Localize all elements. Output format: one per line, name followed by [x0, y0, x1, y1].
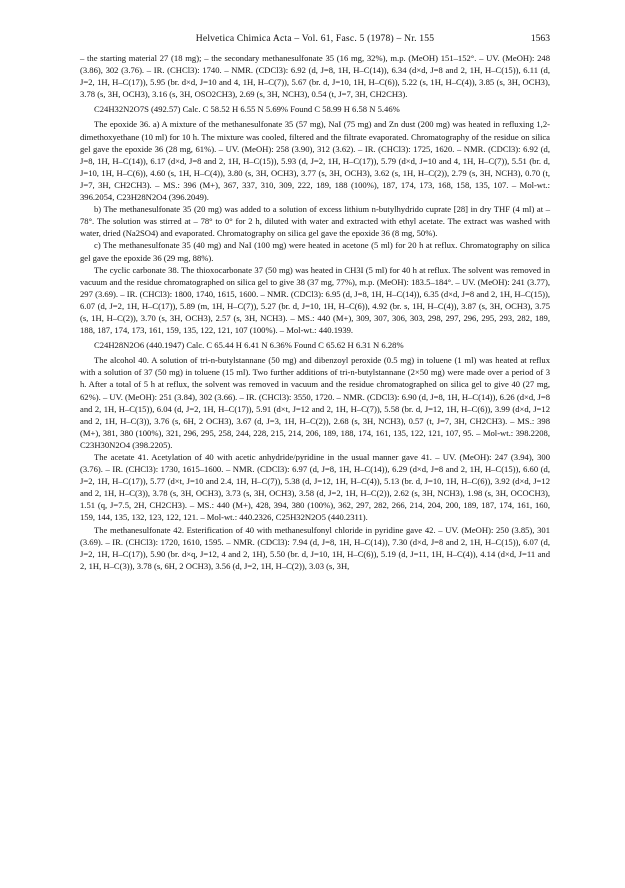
paragraph-epoxide-36-c: c) The methanesulfonate 35 (40 mg) and NaI (100 mg) were heated in acetone (5 ml) for 20 h at reflux. Chromatography on silica gel gave the epoxide 36 (29 mg, 88%).: [80, 240, 550, 263]
paragraph-epoxide-36-b: b) The methanesulfonate 35 (20 mg) was added to a solution of excess lithium n-butylhydrido cuprate [28] in dry THF (4 ml) at – 78°. The solution was stirred at – 78° to 0° for 2 h, diluted with water and extracted with ethyl acetate. The extract was washed with water, dried (Na2SO4) and evaporated. Chromatography on silica gel gave the epoxide 36 (8 mg, 50%).: [80, 204, 550, 239]
page-number: 1563: [530, 33, 550, 44]
paragraph-methanesulfonate-35: – the starting material 27 (18 mg); – the secondary methanesulfonate 35 (16 mg, 32%), m.p. (MeOH) 151–152°. – UV. (MeOH): 248 (3.86), 302 (3.76). – IR. (CHCl3): 1740. – NMR. (CDCl3): 6.92 (d, J=8, 1H, H–C(14)), 6.34 (d×d, J=8 and 2, 1H, H–C(15)), 6.11 (d, J=2, 1H, H–C(17)), 5.95 (br. d×d, J=10 and 4, 1H, H–C(7)), 5.67 (br. d, J=10, 1H, H–C(6)), 5.22 (s, 1H, H–C(4)), 3.85 (s, 3H, OCH3), 3.78 (s, 3H, OCH3), 3.16 (s, 3H, OSO2CH3), 2.69 (s, 3H, NCH3), 0.54 (t, J=7, 3H, CH2CH3).: [80, 53, 550, 100]
running-header: [80, 33, 550, 47]
article-body: [80, 52, 550, 572]
paragraph-methanesulfonate-42: The methanesulfonate 42. Esterification of 40 with methanesulfonyl chloride in pyridine gave 42. – UV. (MeOH): 250 (3.85), 301 (3.69). – IR. (CHCl3): 1720, 1610, 1595. – NMR. (CDCl3): 7.94 (d, J=8, 1H, H–C(14)), 7.30 (d×d, J=8 and 2, 1H, H–C(15)), 6.07 (d, J=2, 1H, H–C(17)), 5.90 (br. d×q, J=12, 4 and 2, 1H), 5.50 (br. d, J=10, 1H, H–C(6)), 5.19 (d, J=11, 1H, H–C(4)), 4.14 (d×d, J=11 and 2, 1H, H–C(3)), 3.78 (s, 6H, 2 OCH3), 3.56 (d, J=2, 1H, H–C(2)), 3.03 (s, 3H,: [80, 524, 550, 571]
journal-title: Helvetica Chimica Acta – Vol. 61, Fasc. 5 (1978) – Nr. 155: [195, 33, 435, 44]
paragraph-alcohol-40: The alcohol 40. A solution of tri-n-butylstannane (50 mg) and dibenzoyl peroxide (0.5 mg) in toluene (1 ml) was heated at reflux with a solution of 37 (50 mg) in toluene (15 ml). Two further additions of tri-n-butylstannane (2×50 mg) were made over a period of 3 h. After a total of 5 h at reflux, the solvent was removed in vacuum and the residue chromatographed on silica gel to give 40 (27 mg, 62%). – UV. (MeOH): 251 (3.84), 302 (3.66). – IR. (CHCl3): 3550, 1720. – NMR. (CDCl3): 6.90 (d, J=8, 1H, H–C(14)), 6.26 (d×d, J=8 and 2, 1H, H–C(15)), 6.04 (d, J=2, 1H, H–C(17)), 5.91 (d×t, J=12 and 2, 1H, H–C(7)), 5.58 (br. d, J=12, 1H, H–C(6)), 3.99 (d×d, J=12 and 2, 1H, H–C(3)), 3.76 (s, 6H, 2 OCH3), 3.67 (d, J=3, 1H, H–C(2)), 2.68 (s, 3H, NCH3), 0.57 (t, J=7, 3H, CH2CH3). – MS.: 398 (M+), 381, 380 (100%), 321, 296, 295, 258, 244, 228, 215, 214, 206, 189, 188, 174, 161, 135, 122, 121, 107, 95. – Mol-wt.: 398.2208, C23H30N2O4 (398.2205).: [80, 355, 550, 450]
paragraph-cyclic-carbonate-38: The cyclic carbonate 38. The thioxocarbonate 37 (50 mg) was heated in CH3I (5 ml) for 40 h at reflux. The solvent was removed in vacuum and the residue chromatographed on silica gel to give 38 (37 mg, 77%), m.p. (MeOH): 183.5–184°. – UV. (MeOH): 241 (3.77), 297 (3.69). – IR. (CHCl3): 1800, 1740, 1615, 1600. – NMR. (CDCl3): 6.95 (d, J=8, 1H, H–C(14)), 6.35 (d×d, J=8 and 2, 1H, H–C(15)), 6.07 (d, J=2, 1H, H–C(17)), 5.89 (m, 1H, H–C(7)), 5.27 (br. d, J=10, 1H, H–C(6)), 4.92 (br. s, 1H, H–C(4)), 3.87 (s, 3H, OCH3), 3.75 (s, 1H, H–C(2)), 3.70 (s, 3H, OCH3), 2.57 (s, 3H, NCH3). – MS.: 440 (M+), 309, 307, 306, 303, 298, 297, 296, 295, 293, 282, 189, 188, 187, 174, 173, 161, 159, 135, 122, 121, 107 (100%). – Mol-wt.: 440.1939.: [80, 264, 550, 336]
elemental-analysis-35: C24H32N2O7S (492.57) Calc. C 58.52 H 6.55 N 5.69% Found C 58.99 H 6.58 N 5.46%: [94, 104, 400, 115]
elemental-analysis-38: C24H28N2O6 (440.1947) Calc. C 65.44 H 6.41 N 6.36% Found C 65.62 H 6.31 N 6.28%: [94, 340, 404, 351]
paragraph-acetate-41: The acetate 41. Acetylation of 40 with acetic anhydride/pyridine in the usual manner gave 41. – UV. (MeOH): 247 (3.94), 300 (3.76). – IR. (CHCl3): 1730, 1615–1600. – NMR. (CDCl3): 6.97 (d, J=8, 1H, H–C(14)), 6.29 (d×d, J=8 and 2, 1H, H–C(15)), 6.60 (d, J=2, 1H, H–C(17)), 5.77 (d×t, J=10 and 2.4, 1H, H–C(7)), 5.38 (d, J=12, 1H, H–C(4)), 5.13 (br. d, J=10, 1H, H–C(6)), 3.92 (d×d, J=12 and 2, 1H, H–C(3)), 3.78 (s, 3H, OCH3), 3.73 (s, 3H, OCH3), 3.58 (d, J=2, 1H, H–C(2)), 2.62 (s, 3H, NCH3), 1.98 (s, 3H, OCOCH3), 1.51 (q, J=7.5, 2H, CH2CH3). – MS.: 440 (M+), 428, 394, 380 (100%), 362, 297, 282, 266, 214, 204, 200, 189, 187, 174, 161, 160, 159, 144, 135, 132, 123, 122, 121. – Mol-wt.: 440.2326, C25H32N2O5 (440.2311).: [80, 452, 550, 523]
paragraph-epoxide-36: The epoxide 36. a) A mixture of the methanesulfonate 35 (57 mg), NaI (75 mg) and Zn dust (200 mg) was heated in refluxing 1,2-dimethoxyethane (10 ml) for 10 h. The mixture was cooled, filtered and the filtrate evaporated. Chromatography of the residue on silica gel gave the epoxide 36 (28 mg, 61%). – UV. (MeOH): 258 (3.90), 312 (3.62). – IR. (CHCl3): 1725, 1620. – NMR. (CDCl3): 6.92 (d, J=8, 1H, H–C(14)), 6.17 (d×d, J=8 and 2, 1H, H–C(15)), 5.93 (d, J=2, 1H, H–C(17)), 5.79 (d×d, J=10 and 4, 1H, H–C(7)), 5.51 (br. d, J=10, 1H, H–C(6)), 4.60 (s, 1H, H–C(4)), 3.80 (s, 3H, OCH3), 3.77 (s, 3H, OCH3), 3.62 (s, 1H, H–C(2)), 2.79 (s, 3H, NCH3), 0.70 (t, J=7, 3H, CH2CH3). – MS.: 396 (M+), 367, 337, 310, 309, 222, 189, 188 (100%), 187, 174, 173, 168, 158, 135, 107. – Mol-wt.: 396.2054, C23H28N2O4 (396.2049).: [80, 119, 550, 203]
